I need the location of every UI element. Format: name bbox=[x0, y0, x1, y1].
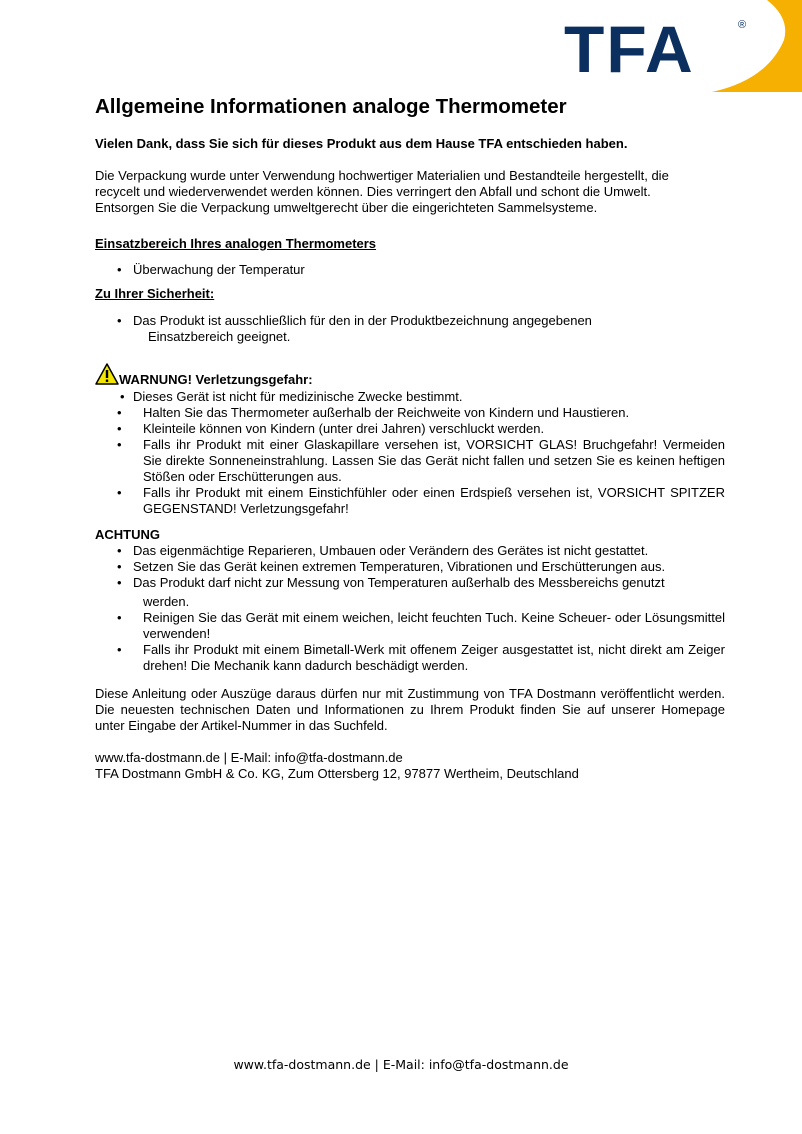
tfa-logo bbox=[552, 0, 802, 92]
contact-block bbox=[95, 750, 725, 782]
warning-list bbox=[95, 389, 725, 517]
contact-web-email: www.tfa-dostmann.de | E-Mail: info@tfa-dostmann.de bbox=[95, 750, 403, 765]
list-item: • Überwachung der Temperatur bbox=[117, 262, 305, 277]
warning-triangle-icon bbox=[95, 363, 119, 385]
contact-address: TFA Dostmann GmbH & Co. KG, Zum Ottersberg 12, 97877 Wertheim, Deutschland bbox=[95, 766, 579, 781]
achtung-list bbox=[95, 543, 725, 674]
document-body bbox=[95, 94, 725, 782]
list-item: • Setzen Sie das Gerät keinen extremen Temperaturen, Vibrationen und Erschütterungen aus. bbox=[117, 559, 666, 574]
list-item: • Kleinteile können von Kindern (unter drei Jahren) verschluckt werden. bbox=[117, 421, 545, 436]
intro-paragraph: Die Verpackung wurde unter Verwendung hochwertiger Materialien und Bestandteile hergestellt, die recycelt und wiederverwendet werden können. Dies verringert den Abfall und schont die Umwelt. Entsorgen Sie die Verpackung umweltgerecht über die eingerichteten Sammelsysteme. bbox=[95, 168, 669, 215]
svg-text:®: ® bbox=[738, 19, 747, 31]
usage-heading: Einsatzbereich Ihres analogen Thermometers bbox=[95, 236, 377, 251]
list-item: • Falls ihr Produkt mit einer Glaskapillare versehen ist, VORSICHT GLAS! Bruchgefahr! Vermeiden Sie direkte Sonneneinstrahlung. Lassen Sie das Gerät nicht fallen und setzen Sie es keinen heftigen Stößen oder Erschütterungen aus. bbox=[117, 437, 725, 484]
list-item: • Halten Sie das Thermometer außerhalb der Reichweite von Kindern und Haustieren. bbox=[117, 405, 630, 420]
notice-paragraph: Diese Anleitung oder Auszüge daraus dürfen nur mit Zustimmung von TFA Dostmann veröffentlicht werden. Die neuesten technischen Daten und Informationen zu Ihrem Produkt finden Sie auf unserer Homepage unter Eingabe der Artikel-Nummer in das Suchfeld. bbox=[95, 686, 725, 733]
list-item: • Das eigenmächtige Reparieren, Umbauen oder Verändern des Gerätes ist nicht gestattet. bbox=[117, 543, 649, 558]
warning-heading: WARNUNG! Verletzungsgefahr: bbox=[95, 371, 725, 389]
list-item: • Falls ihr Produkt mit einem Einstichfühler oder einen Erdspieß versehen ist, VORSICHT SPITZER GEGENSTAND! Verletzungsgefahr! bbox=[117, 485, 725, 516]
page-footer: www.tfa-dostmann.de | E-Mail: info@tfa-dostmann.de bbox=[233, 1057, 569, 1072]
usage-list bbox=[95, 262, 725, 278]
page-title: Allgemeine Informationen analoge Thermometer bbox=[95, 95, 567, 118]
list-item: • Das Produkt darf nicht zur Messung von Temperaturen außerhalb des Messbereichs genutzt werden. bbox=[117, 575, 665, 609]
svg-text:TFA: TFA bbox=[564, 12, 695, 86]
safety-list bbox=[95, 313, 725, 345]
achtung-heading: ACHTUNG bbox=[95, 527, 160, 542]
thanks-text: Vielen Dank, dass Sie sich für dieses Produkt aus dem Hause TFA entschieden haben. bbox=[95, 136, 628, 151]
list-item: • Dieses Gerät ist nicht für medizinische Zwecke bestimmt. bbox=[120, 389, 463, 404]
list-item: • Das Produkt ist ausschließlich für den in der Produktbezeichnung angegebenen Einsatzbereich geeignet. bbox=[117, 313, 592, 344]
list-item: • Falls ihr Produkt mit einem Bimetall-Werk mit offenem Zeiger ausgestattet ist, nicht direkt am Zeiger drehen! Die Mechanik kann dadurch beschädigt werden. bbox=[117, 642, 725, 673]
list-item: • Reinigen Sie das Gerät mit einem weichen, leicht feuchten Tuch. Keine Scheuer- oder Lösungsmittel verwenden! bbox=[117, 610, 725, 641]
safety-heading: Zu Ihrer Sicherheit: bbox=[95, 286, 215, 301]
